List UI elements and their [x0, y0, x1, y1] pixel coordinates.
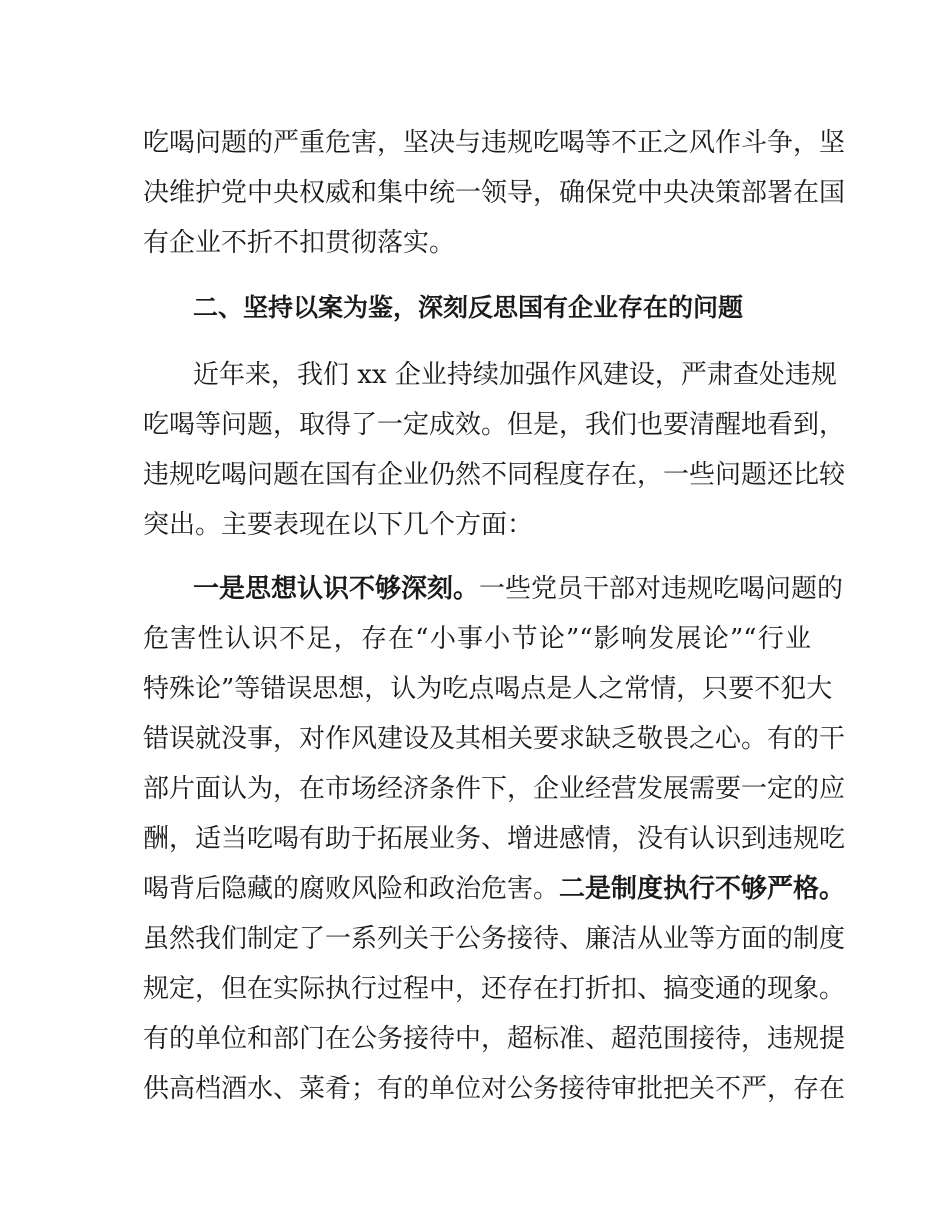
paragraph-line: 决维护党中央权威和集中统一领导，确保党中央决策部署在国 [143, 178, 846, 208]
paragraph-line: 近年来，我们 xx 企业持续加强作风建设，严肃查处违规 [193, 360, 837, 390]
paragraph-line: 有的单位和部门在公务接待中，超标准、超范围接待，违规提 [143, 1024, 846, 1054]
paragraph-line: 供高档酒水、菜肴；有的单位对公务接待审批把关不严，存在 [143, 1074, 846, 1104]
paragraph-line: 特殊论”等错误思想，认为吃点喝点是人之常情，只要不犯大 [143, 674, 833, 704]
paragraph-line: 有企业不折不扣贯彻落实。 [143, 228, 456, 258]
paragraph-line: 部片面认为，在市场经济条件下，企业经营发展需要一定的应 [143, 774, 846, 804]
paragraph-line: 吃喝问题的严重危害，坚决与违规吃喝等不正之风作斗争，坚 [143, 128, 846, 158]
paragraph-line: 违规吃喝问题在国有企业仍然不同程度存在，一些问题还比较 [143, 460, 846, 490]
point-one-bold: 一是思想认识不够深刻。 [193, 574, 480, 604]
section-heading: 二、坚持以案为鉴，深刻反思国有企业存在的问题 [193, 293, 744, 322]
paragraph-line: 危害性认识不足，存在“小事小节论”“影响发展论”“行业 [143, 624, 811, 654]
paragraph-line: 错误就没事，对作风建设及其相关要求缺乏敬畏之心。有的干 [143, 724, 846, 754]
paragraph-line: 突出。主要表现在以下几个方面： [143, 510, 534, 540]
line-text: 喝背后隐藏的腐败风险和政治危害。 [143, 874, 560, 904]
paragraph-line: 规定，但在实际执行过程中，还存在打折扣、搞变通的现象。 [143, 974, 846, 1004]
paragraph-line [143, 864, 846, 914]
paragraph-line: 酬，适当吃喝有助于拓展业务、增进感情，没有认识到违规吃 [143, 824, 846, 854]
line-text: 一些党员干部对违规吃喝问题的 [479, 574, 844, 604]
paragraph-line [193, 564, 844, 614]
point-two-bold: 二是制度执行不够严格。 [559, 874, 846, 904]
paragraph-line: 吃喝等问题，取得了一定成效。但是，我们也要清醒地看到， [143, 410, 846, 440]
paragraph-line: 虽然我们制定了一系列关于公务接待、廉洁从业等方面的制度 [143, 924, 846, 954]
